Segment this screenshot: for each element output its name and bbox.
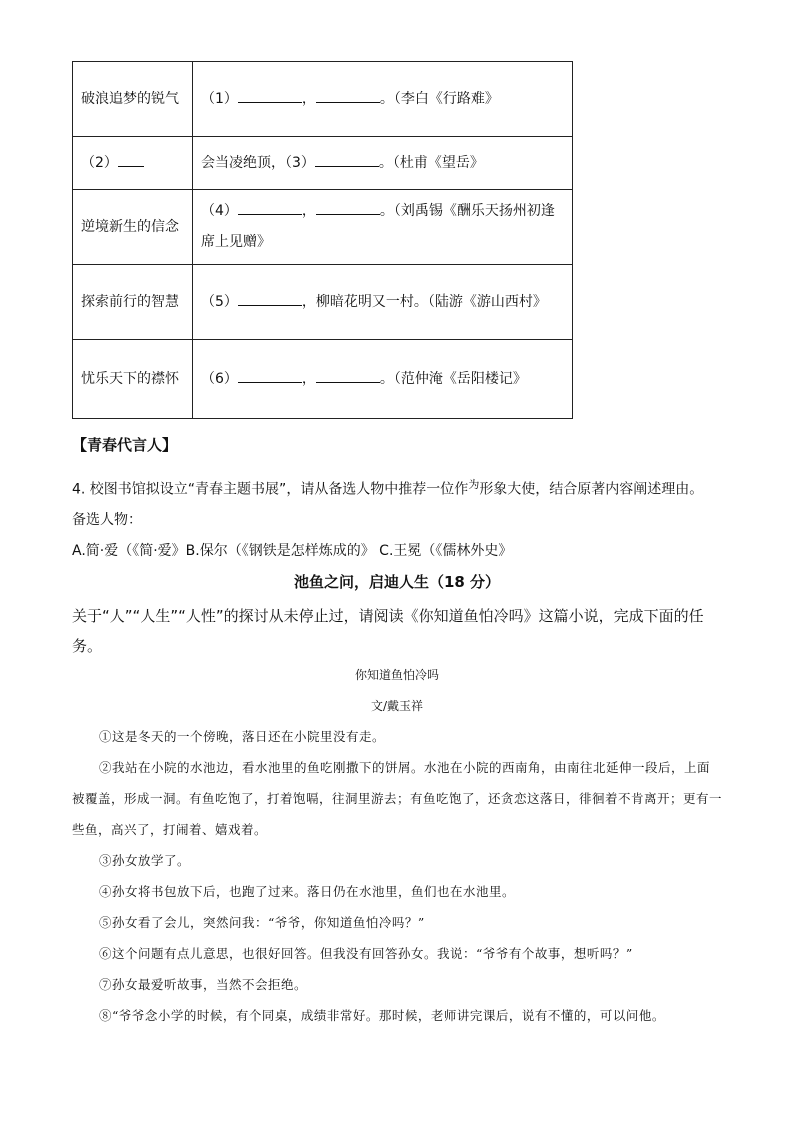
table-row (73, 190, 573, 265)
candidates-label: 备选人物： (72, 512, 142, 528)
answer-blank[interactable] (118, 152, 144, 167)
verse-cell (193, 137, 573, 190)
question-4 (72, 476, 703, 499)
blank-number: （1） (201, 90, 238, 107)
blank-number: （5） (201, 293, 238, 310)
theme-cell: 逆境新生的信念 (73, 190, 193, 265)
story-paragraph: ⑧“爷爷念小学的时候，有个同桌，成绩非常好。那时候，老师讲完课后，说有不懂的，可以问他。 (99, 1008, 665, 1023)
story-paragraph: ④孙女将书包放下后，也跑了过来。落日仍在水池里，鱼们也在水池里。 (99, 884, 516, 899)
section-title: 【青春代言人】 (72, 436, 178, 454)
story-author: 文/戴玉祥 (370, 699, 424, 713)
punct: ， (301, 90, 316, 107)
answer-blank[interactable] (238, 368, 302, 383)
story-paragraph: ⑦孙女最爱听故事，当然不会拒绝。 (99, 977, 308, 992)
story-paragraph: ②我站在小院的水池边，看水池里的鱼吃刚撒下的饼屑。水池在小院的西南角，由南往北延伸一段后，上面被覆盖，形成一洞。有鱼吃饱了，打着饱嗝，往洞里游去；有鱼吃饱了，还贪恋这落日，徘徊着不肯离开；更有一些鱼，高兴了，打闹着、嬉戏着。 (72, 760, 723, 837)
question-text: 形象大使，结合原著内容阐述理由。 (479, 481, 704, 498)
question-text: 4. 校图书馆拟设立“青春主题书展”，请从备选人物中推荐一位作 (72, 481, 469, 498)
poetry-table (72, 61, 573, 419)
story-title: 你知道鱼怕冷吗 (354, 668, 439, 682)
verse-text: 会当凌绝顶，（3） (201, 154, 315, 171)
answer-blank[interactable] (238, 291, 302, 306)
theme-cell (73, 137, 193, 190)
question-sup: 为 (468, 478, 480, 491)
story-paragraph: ⑤孙女看了会儿，突然问我：“爷爷，你知道鱼怕冷吗？” (99, 915, 425, 930)
answer-blank[interactable] (238, 200, 302, 215)
answer-blank[interactable] (316, 200, 380, 215)
blank-number: （4） (201, 203, 238, 219)
punct: ， (301, 203, 316, 219)
answer-blank[interactable] (238, 88, 302, 103)
story-paragraph: ①这是冬天的一个傍晚，落日还在小院里没有走。 (99, 729, 386, 744)
reading-intro: 关于“人”“人生”“人性”的探讨从未停止过，请阅读《你知道鱼怕冷吗》这篇小说，完成下面的任务。 (72, 607, 704, 655)
table-row (73, 137, 573, 190)
answer-blank[interactable] (316, 88, 380, 103)
verse-source: 。（刘禹锡《酬乐天扬州初逢席上见赠》 (201, 203, 555, 250)
verse-cell (193, 265, 573, 340)
story-paragraph: ③孙女放学了。 (99, 853, 191, 868)
verse-cell (193, 190, 573, 265)
theme-cell: 破浪追梦的锐气 (73, 62, 193, 137)
story-paragraph: ⑥这个问题有点儿意思，也很好回答。但我没有回答孙女。我说：“爷爷有个故事，想听吗？” (99, 946, 633, 961)
punct: ， (301, 370, 316, 387)
reading-heading: 池鱼之问，启迪人生（18 分） (293, 573, 501, 591)
verse-source: ，柳暗花明又一村。（陆游《游山西村》 (301, 293, 547, 310)
verse-cell (193, 340, 573, 419)
theme-cell: 忧乐天下的襟怀 (73, 340, 193, 419)
verse-source: 。（杜甫《望岳》 (378, 154, 484, 171)
theme-cell: 探索前行的智慧 (73, 265, 193, 340)
table-row (73, 265, 573, 340)
verse-source: 。（范仲淹《岳阳楼记》 (379, 370, 527, 387)
candidates-list: A.简·爱（《简·爱》B.保尔（《钢铁是怎样炼成的》 C.王冕（《儒林外史》 (72, 543, 513, 559)
blank-number: （2） (81, 154, 118, 171)
verse-source: 。（李白《行路难》 (379, 90, 499, 107)
answer-blank[interactable] (315, 152, 379, 167)
table-row (73, 62, 573, 137)
verse-cell (193, 62, 573, 137)
table-row (73, 340, 573, 419)
blank-number: （6） (201, 370, 238, 387)
answer-blank[interactable] (316, 368, 380, 383)
